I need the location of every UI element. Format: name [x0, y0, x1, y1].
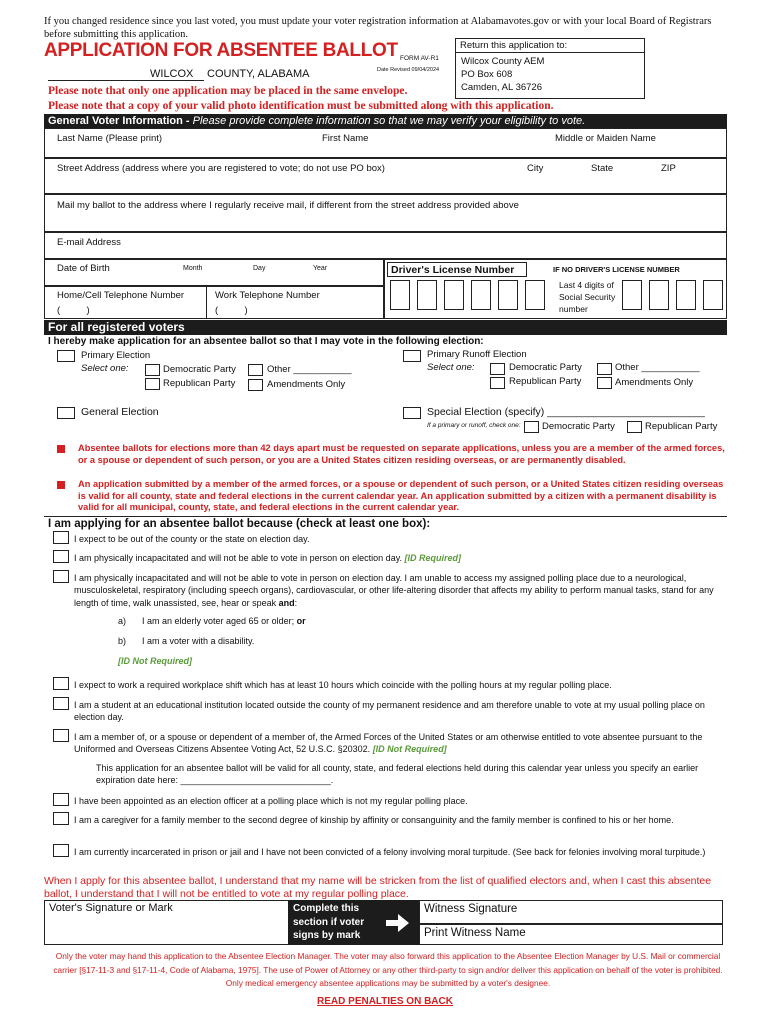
runoff-rep-label: Republican Party [509, 376, 582, 387]
ssn-digit-box-2[interactable] [649, 280, 669, 310]
reason-6-valid-text: This application for an absentee ballot will be valid for all county, state, and federal elections held during this calendar year unless you specify an earlier expiration date here: ______________________________. [96, 763, 699, 786]
primary-other-label: Other ___________ [267, 364, 352, 375]
ssn-digit-box-3[interactable] [676, 280, 696, 310]
reason-2-checkbox[interactable] [53, 550, 69, 563]
city-label: City [527, 163, 544, 174]
reason-6-checkbox[interactable] [53, 729, 69, 742]
bullet-icon-1 [57, 445, 65, 453]
special-rep-label: Republican Party [645, 421, 718, 432]
primary-rep-checkbox[interactable] [145, 378, 160, 390]
reason-7-checkbox[interactable] [53, 793, 69, 806]
id-not-required-1: [ID Not Required] [118, 656, 192, 666]
print-witness-label: Print Witness Name [424, 927, 526, 939]
dob-label: Date of Birth [57, 263, 110, 274]
runoff-checkbox[interactable] [403, 350, 421, 362]
general-info-bar [44, 114, 727, 128]
primary-dem-label: Democratic Party [163, 364, 236, 375]
read-penalties-link[interactable]: READ PENALTIES ON BACK [317, 996, 453, 1007]
return-line-2: PO Box 608 [461, 69, 513, 80]
dl-digit-box-5[interactable] [498, 280, 518, 310]
right-arrow-icon [386, 913, 410, 933]
voter-signature-label: Voter's Signature or Mark [49, 902, 173, 914]
runoff-dem-label: Democratic Party [509, 362, 582, 373]
form-id: FORM AV-R1 [400, 55, 439, 62]
dl-label: Driver's License Number [391, 264, 515, 276]
special-dem-label: Democratic Party [542, 421, 615, 432]
reason-3a-text [142, 616, 306, 626]
stricken-warning: When I apply for this absentee ballot, I understand that my name will be stricken from the list of qualified electors and, when I cast this absentee ballot, I understand that I will not be entitled to vote at my regular polling place. [44, 875, 712, 900]
reason-5-text: I am a student at an educational institution located outside the county of my permanent residence and am therefore unable to vote at my usual polling place on election day. [74, 700, 705, 723]
runoff-other-label: Other ___________ [615, 362, 700, 373]
envelope-note: Please note that only one application may be placed in the same envelope. [48, 85, 408, 97]
dl-digit-box-3[interactable] [444, 280, 464, 310]
home-phone-label: Home/Cell Telephone Number [57, 290, 185, 301]
bullet-icon-2 [57, 481, 65, 489]
reason-5-checkbox[interactable] [53, 697, 69, 710]
dl-digit-box-2[interactable] [417, 280, 437, 310]
work-phone-label: Work Telephone Number [215, 290, 320, 301]
reason-3-body: I am physically incapacitated and will not be able to vote in person on election day. I am unable to access my assigned polling place due to a neurological, musculoskeletal, respiratory (including speech organs), cardiovascular, or other life-altering disorder that affects my ability to perform manual tasks, stand for any length of time, walk unassisted, see, hear or speak [74, 573, 714, 608]
residence-notice: If you changed residence since you last voted, you must update your voter registration information at Alabamavotes.gov or with your local Board of Registrars before submitting this application. [44, 16, 712, 40]
email-row[interactable] [44, 232, 727, 259]
reason-9-text: I am currently incarcerated in prison or jail and I have not been convicted of a felony involving moral turpitude. (See back for felonies involving moral turpitude.) [74, 847, 706, 857]
county-line [48, 80, 204, 81]
primary-election-checkbox[interactable] [57, 350, 75, 362]
reasons-heading: I am applying for an absentee ballot because (check at least one box): [48, 518, 431, 530]
reason-2-text [74, 552, 714, 564]
reason-1-checkbox[interactable] [53, 531, 69, 544]
primary-election-label: Primary Election [81, 350, 151, 361]
witness-signature-label: Witness Signature [424, 903, 518, 915]
return-label: Return this application to: [456, 39, 644, 53]
election-heading: I hereby make application for an absentee ballot so that I may vote in the following election: [48, 336, 484, 347]
page-title: APPLICATION FOR ABSENTEE BALLOT [44, 40, 398, 61]
middle-name-label: Middle or Maiden Name [555, 133, 656, 144]
reason-3-and: and [278, 597, 295, 608]
general-info-title: General Voter Information - [48, 115, 193, 127]
reason-3b-text: I am a voter with a disability. [142, 636, 255, 646]
bullet-text-1: Absentee ballots for elections more than 42 days apart must be requested on separate applications, unless you are a member of the armed forces, or a spouse or dependent of such person, or you are a United States citizen residing overseas, or are permanently disabled. [78, 443, 725, 465]
general-election-label: General Election [81, 406, 159, 418]
reason-4-checkbox[interactable] [53, 677, 69, 690]
dl-digit-box-6[interactable] [525, 280, 545, 310]
zip-label: ZIP [661, 163, 676, 174]
dl-digit-box-1[interactable] [390, 280, 410, 310]
runoff-amend-checkbox[interactable] [597, 377, 612, 389]
reason-7-text: I have been appointed as an election officer at a polling place which is not my regular polling place. [74, 796, 468, 806]
complete-section-text: Complete this section if voter signs by mark [293, 903, 365, 941]
no-dl-label: IF NO DRIVER'S LICENSE NUMBER [553, 265, 680, 274]
first-name-label: First Name [322, 133, 369, 144]
special-election-label: Special Election (specify) ___________________________ [427, 406, 705, 418]
reason-3a-or: or [296, 616, 306, 626]
county-name[interactable]: WILCOX [150, 68, 194, 80]
primary-amend-label: Amendments Only [267, 379, 346, 390]
mail-label: Mail my ballot to the address where I regularly receive mail, if different from the street address provided above [57, 200, 519, 211]
general-info-subtitle: Please provide complete information so that we may verify your eligibility to vote. [192, 115, 586, 127]
year-label: Year [313, 265, 328, 272]
ssn-label: Last 4 digits of Social Security number [559, 280, 616, 314]
reason-8-checkbox[interactable] [53, 812, 69, 825]
month-label: Month [183, 265, 203, 272]
work-phone-paren: ( ) [215, 305, 248, 316]
ssn-digit-box-1[interactable] [622, 280, 642, 310]
reason-8-text: I am a caregiver for a family member to the second degree of kinship by affinity or consanguinity and the family member is confined to his or her home. [74, 815, 674, 825]
runoff-label: Primary Runoff Election [427, 349, 527, 360]
special-election-checkbox[interactable] [403, 407, 421, 419]
primary-other-checkbox[interactable] [248, 364, 263, 376]
runoff-rep-checkbox[interactable] [490, 377, 505, 389]
special-rep-checkbox[interactable] [627, 421, 642, 433]
ssn-digit-box-4[interactable] [703, 280, 723, 310]
reason-9-checkbox[interactable] [53, 844, 69, 857]
day-label: Day [253, 265, 266, 272]
state-label: State [591, 163, 614, 174]
email-label: E-mail Address [57, 237, 121, 248]
primary-rep-label: Republican Party [163, 378, 236, 389]
special-check-note: If a primary or runoff, check one: [427, 422, 521, 429]
primary-select-one: Select one: [81, 363, 129, 374]
primary-amend-checkbox[interactable] [248, 379, 263, 391]
reason-2-id-required: [ID Required] [404, 553, 462, 563]
reason-3a-body: I am an elderly voter aged 65 or older; [142, 616, 295, 626]
reason-3-text: I am physically incapacitated and will not be able to vote in person on election day. I am unable to access my assigned polling place due to a neurological, musculoskeletal, respiratory (including speech organs), cardiovascular, or other life-altering disorder that affects my ability to perform manual tasks, stand for any length of time, walk unassisted, see, hear or speak and: [74, 573, 714, 608]
photo-id-note: Please note that a copy of your valid photo identification must be submitted along with this application. [48, 100, 554, 112]
home-phone-paren: ( ) [57, 305, 90, 316]
registered-voters-bar: For all registered voters [44, 320, 727, 335]
reason-2-body: I am physically incapacitated and will not be able to vote in person on election day. [74, 553, 403, 563]
revised-date: Date Revised 09/04/2024 [377, 67, 440, 73]
return-line-3: Camden, AL 36726 [461, 82, 542, 93]
reason-6-body: I am a member of, or a spouse or dependent of a member of, the Armed Forces of the United States or am otherwise entitled to vote absentee pursuant to the Uniformed and Overseas Citizens Absentee Voting Act, 52 U.S.C. §20302. [74, 732, 703, 755]
reason-3b-label: b) [118, 636, 127, 646]
special-dem-checkbox[interactable] [524, 421, 539, 433]
phone-divider [206, 286, 207, 319]
runoff-select-one: Select one: [427, 362, 475, 373]
return-line-1: Wilcox County AEM [461, 56, 545, 67]
reason-3a-label: a) [118, 616, 127, 626]
bullet-text-2: An application submitted by a member of the armed forces, or a spouse or dependent of such person, or a United States citizen residing overseas is valid for all county, state and federal elections in the current calendar year. An application submitted by a citizen with a permanent disability is valid for all municipal, county, state, and federal elections in the current calendar year. [78, 479, 724, 512]
return-address-box [455, 38, 645, 99]
county-suffix: COUNTY, ALABAMA [207, 68, 310, 80]
street-label: Street Address (address where you are registered to vote; do not use PO box) [57, 163, 385, 174]
runoff-other-checkbox[interactable] [597, 363, 612, 375]
runoff-dem-checkbox[interactable] [490, 363, 505, 375]
runoff-amend-label: Amendments Only [615, 377, 694, 388]
last-name-label: Last Name (Please print) [57, 133, 163, 144]
reason-6-id-not-required: [ID Not Required] [372, 744, 447, 755]
dl-digit-box-4[interactable] [471, 280, 491, 310]
primary-dem-checkbox[interactable] [145, 364, 160, 376]
reason-1-text: I expect to be out of the county or the state on election day. [74, 534, 310, 544]
general-election-checkbox[interactable] [57, 407, 75, 419]
reason-3-checkbox[interactable] [53, 570, 69, 583]
footer-text: Only the voter may hand this application to the Absentee Election Manager. The voter may also forward this application to the Absentee Election Manager by U.S. Mail or commercial carrier [§17-11-3 and §17-11-4, Code of Alabama, 1975]. The use of Power of Attorney or any other third-party to sign and/or deliver this application on behalf of the voter is prohibited. Only medical emergency absentee applications may be submitted by a voter's designee. [53, 951, 723, 988]
reason-6-text [74, 731, 714, 756]
reason-4-text: I expect to work a required workplace shift which has at least 10 hours which coincide with the polling hours at my regular polling place. [74, 680, 612, 690]
